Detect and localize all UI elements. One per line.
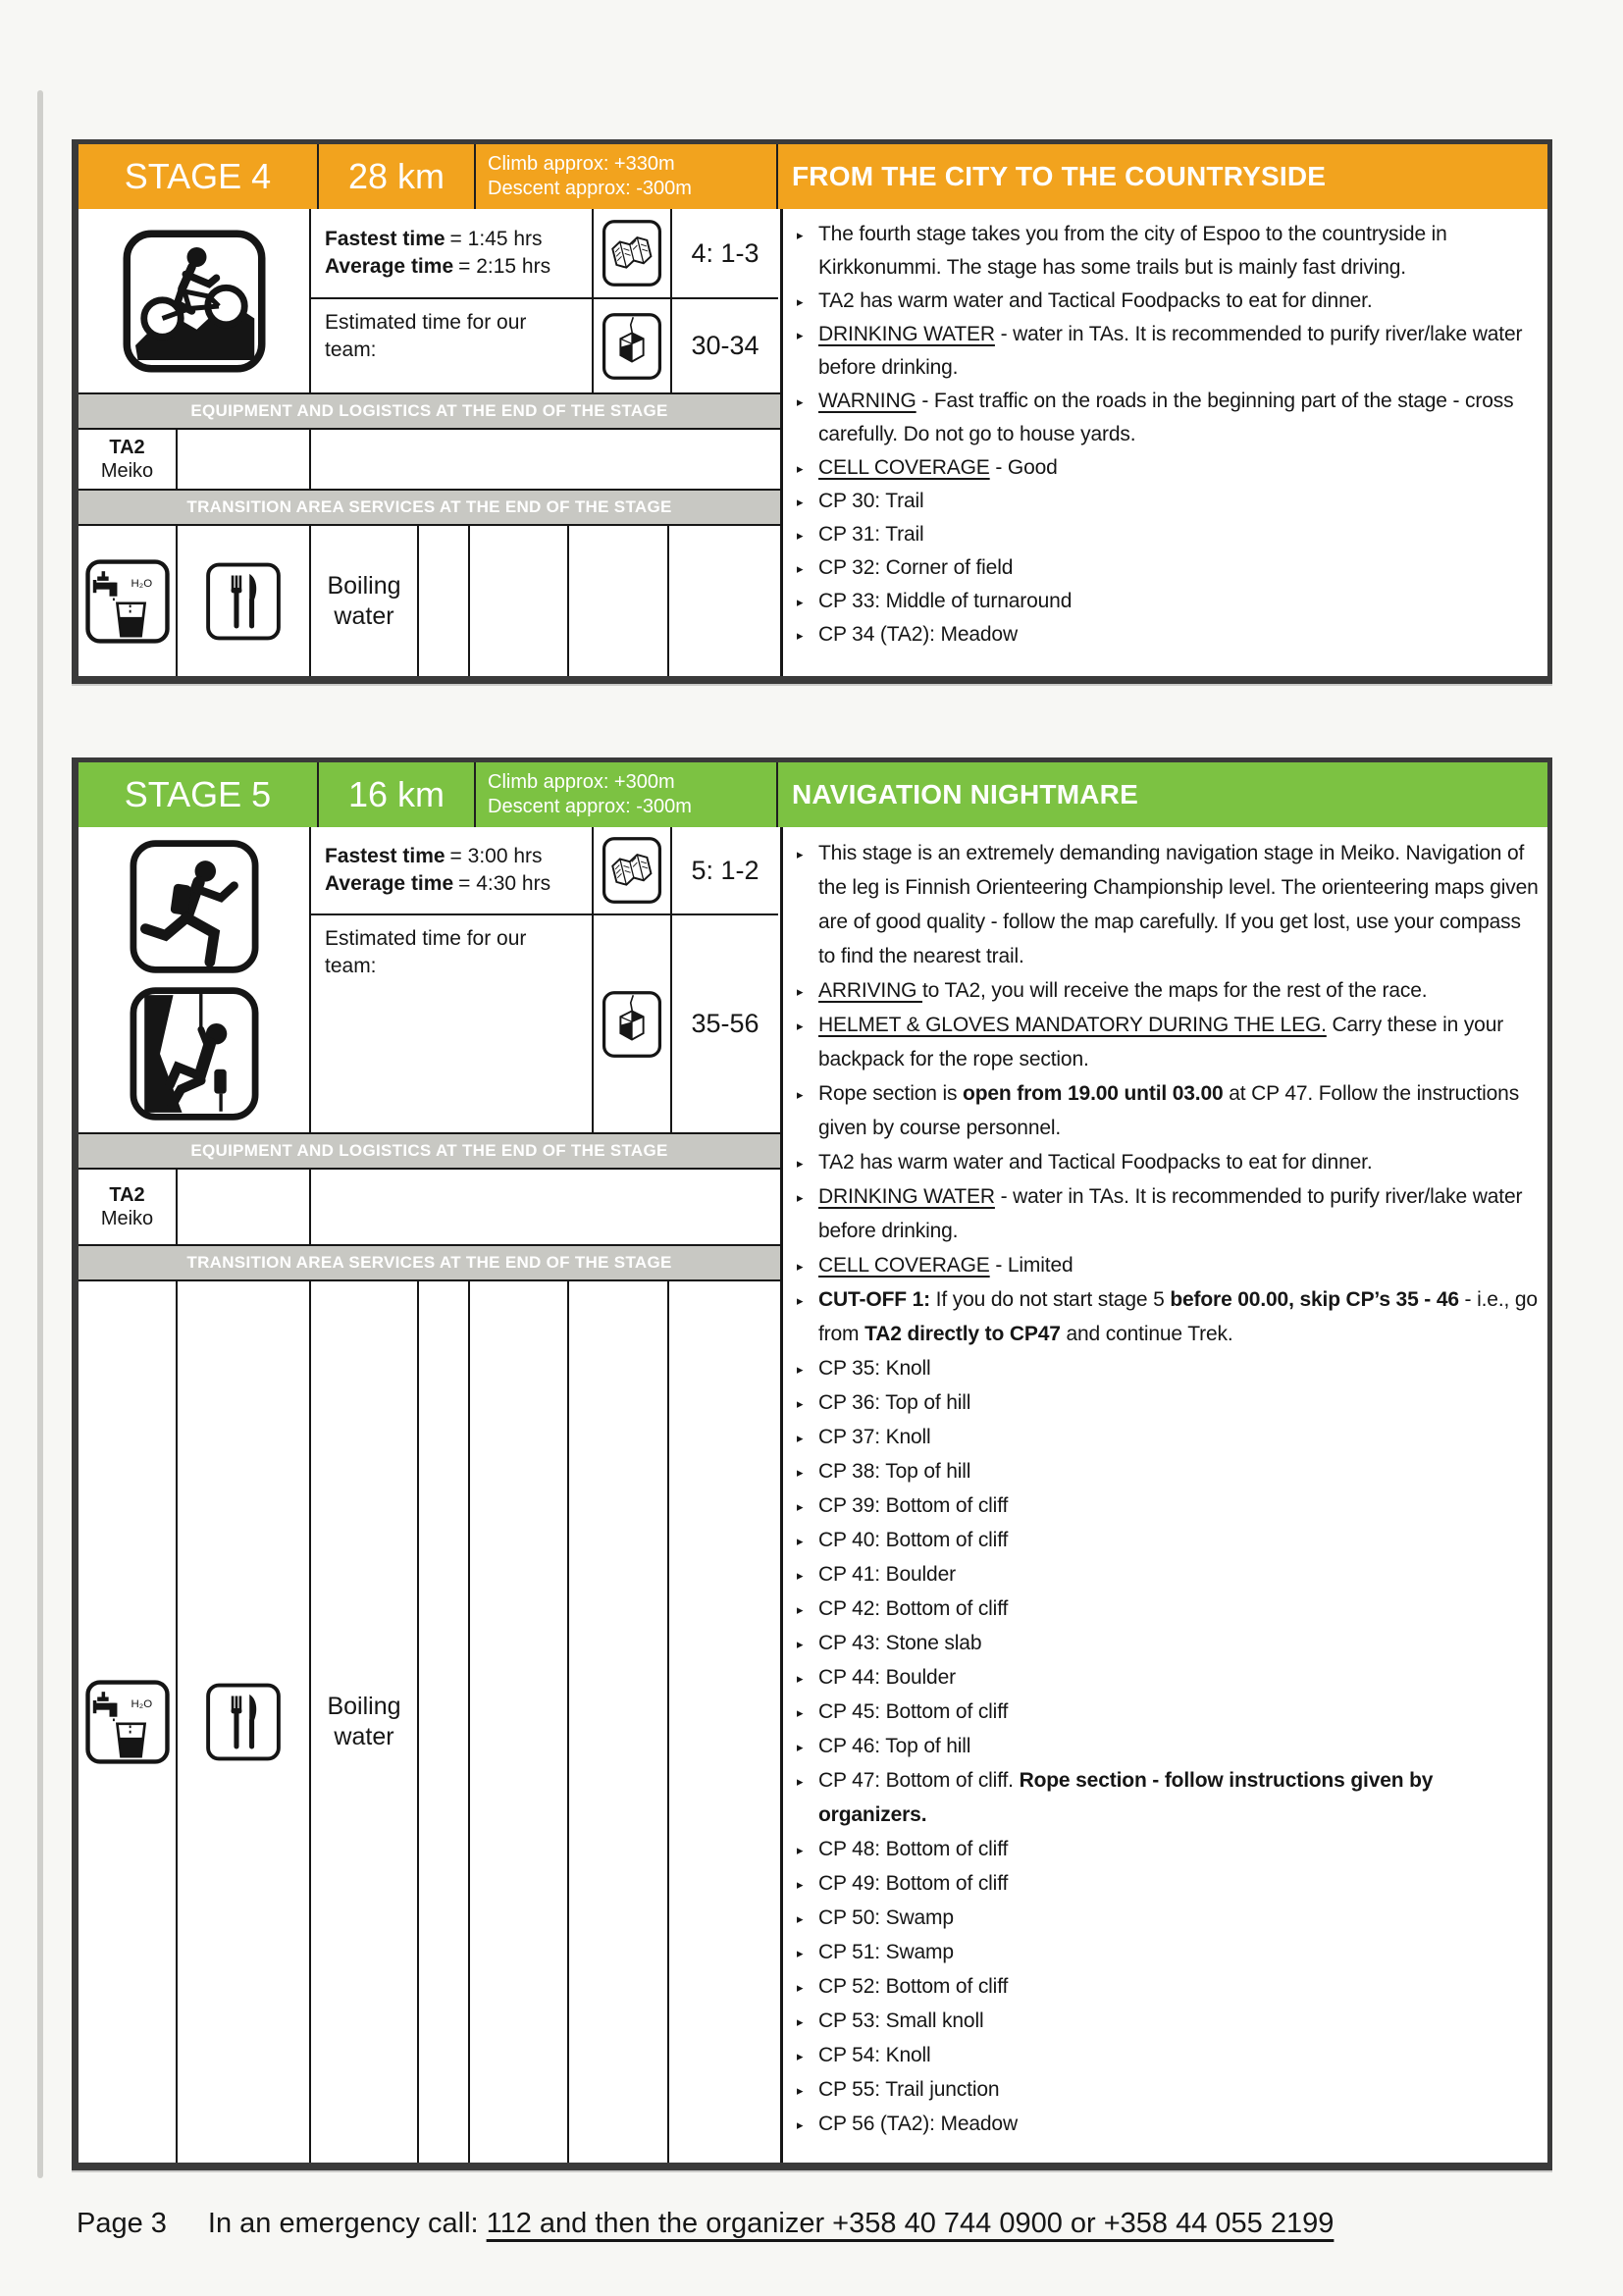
service-empty-cell xyxy=(470,1281,569,2163)
service-empty-cell xyxy=(569,1281,669,2163)
meals-icon xyxy=(205,1681,282,1763)
bullet-item: ▸ CP 30: Trail xyxy=(795,485,1542,518)
bullet-item: ▸ TA2 has warm water and Tactical Foodpacks to eat for dinner. xyxy=(795,1145,1542,1179)
bullet-item: ▸ TA2 has warm water and Tactical Foodpacks to eat for dinner. xyxy=(795,285,1542,318)
bullet-triangle-icon: ▸ xyxy=(797,847,804,861)
bullet-triangle-icon: ▸ xyxy=(797,1465,804,1480)
bullet-triangle-icon: ▸ xyxy=(797,1568,804,1583)
stage5-map-icon-cell xyxy=(594,827,672,915)
bullet-triangle-icon: ▸ xyxy=(797,2083,804,2098)
bullet-triangle-icon: ▸ xyxy=(797,628,804,643)
bullet-item: ▸ CP 41: Boulder xyxy=(795,1557,1542,1592)
stage5-label: STAGE 5 xyxy=(79,762,319,827)
bullet-item: ▸ Rope section is open from 19.00 until 03.00 at CP 47. Follow the instructions given by course personnel. xyxy=(795,1076,1542,1145)
stage5-notes xyxy=(780,827,1547,2163)
fastest-time: Fastest time = 3:00 hrs xyxy=(325,845,543,867)
bullet-item: ▸ CP 55: Trail junction xyxy=(795,2072,1542,2107)
bullet-item: ▸ CP 40: Bottom of cliff xyxy=(795,1523,1542,1557)
stage4-services-row xyxy=(79,526,780,676)
bullet-triangle-icon: ▸ xyxy=(797,1018,804,1033)
bullet-triangle-icon: ▸ xyxy=(797,1946,804,1960)
bullet-item: ▸ CP 56 (TA2): Meadow xyxy=(795,2107,1542,2141)
emergency-text: In an emergency call: xyxy=(207,2208,487,2239)
bullet-triangle-icon: ▸ xyxy=(797,328,804,342)
bullet-item: ▸ CP 38: Top of hill xyxy=(795,1454,1542,1488)
bullet-triangle-icon: ▸ xyxy=(797,1156,804,1171)
map-sheets-icon xyxy=(602,835,662,906)
control-flag-icon xyxy=(602,989,662,1060)
bullet-item: ▸ CP 51: Swamp xyxy=(795,1935,1542,1969)
stage5-times-cell xyxy=(311,827,594,915)
bullet-item: ▸ CP 31: Trail xyxy=(795,518,1542,551)
bullet-triangle-icon: ▸ xyxy=(797,528,804,543)
ta-cell: TA2 Meiko xyxy=(79,1170,178,1244)
service-empty-cell xyxy=(669,1281,780,2163)
bullet-triangle-icon: ▸ xyxy=(797,1396,804,1411)
stage4-label: STAGE 4 xyxy=(79,144,319,209)
bullet-triangle-icon: ▸ xyxy=(797,1877,804,1892)
bullet-item: ▸ CELL COVERAGE - Good xyxy=(795,451,1542,485)
bullet-triangle-icon: ▸ xyxy=(797,1911,804,1926)
service-empty-cell xyxy=(419,1281,470,2163)
boiling-water-cell: Boiling water xyxy=(311,1281,419,2163)
bullet-item: ▸ DRINKING WATER - water in TAs. It is recommended to purify river/lake water before drinking. xyxy=(795,1179,1542,1248)
stage5-climb-descent xyxy=(476,762,778,827)
bullet-item: ▸ CELL COVERAGE - Limited xyxy=(795,1248,1542,1282)
bullet-item: ▸ CP 42: Bottom of cliff xyxy=(795,1592,1542,1626)
page-number: Page 3 xyxy=(77,2208,167,2239)
stage5-estimated-cell: Estimated time for our team: xyxy=(311,915,594,1132)
bullet-triangle-icon: ▸ xyxy=(797,595,804,609)
bullet-triangle-icon: ▸ xyxy=(797,2049,804,2063)
average-time: Average time = 4:30 hrs xyxy=(325,872,551,895)
bullet-item: ▸ The fourth stage takes you from the city of Espoo to the countryside in Kirkkonummi. The stage has some trails but is mainly fast driving. xyxy=(795,218,1542,285)
service-empty-cell xyxy=(669,526,780,676)
h2o-label: H₂O xyxy=(131,1698,152,1711)
equipment-empty-cell-wide xyxy=(311,430,780,489)
bullet-triangle-icon: ▸ xyxy=(797,394,804,409)
equipment-empty-cell xyxy=(178,1170,311,1244)
bullet-triangle-icon: ▸ xyxy=(797,228,804,242)
bullet-triangle-icon: ▸ xyxy=(797,1774,804,1789)
bullet-item: ▸ CP 43: Stone slab xyxy=(795,1626,1542,1660)
h2o-label: H₂O xyxy=(131,577,152,590)
bullet-item: ▸ CP 45: Bottom of cliff xyxy=(795,1695,1542,1729)
stage4-climb-descent xyxy=(476,144,778,209)
bullet-triangle-icon: ▸ xyxy=(797,1740,804,1754)
control-flag-icon xyxy=(602,311,662,382)
descent-value: Descent approx: -300m xyxy=(488,178,692,199)
stage4-flag-icon-cell xyxy=(594,299,672,392)
bullet-item: ▸ CP 48: Bottom of cliff xyxy=(795,1832,1542,1866)
stage5-flag-icon-cell xyxy=(594,915,672,1132)
climb-value: Climb approx: +300m xyxy=(488,771,675,793)
stage5-header xyxy=(79,762,1547,827)
meals-cell xyxy=(178,526,311,676)
stage4-distance: 28 km xyxy=(319,144,476,209)
bullet-triangle-icon: ▸ xyxy=(797,1087,804,1102)
equipment-empty-cell-wide xyxy=(311,1170,780,1244)
stage5-title: NAVIGATION NIGHTMARE xyxy=(792,779,1138,809)
water-point-cell xyxy=(79,526,178,676)
fastest-time: Fastest time = 1:45 hrs xyxy=(325,228,543,250)
bullet-triangle-icon: ▸ xyxy=(797,1671,804,1686)
stage4-times-cell xyxy=(311,209,594,299)
meals-icon xyxy=(205,560,282,643)
average-time: Average time = 2:15 hrs xyxy=(325,255,551,278)
bullet-item: ▸ CP 35: Knoll xyxy=(795,1351,1542,1385)
stage4-header xyxy=(79,144,1547,209)
bullet-item: ▸ CUT-OFF 1: If you do not start stage 5 before 00.00, skip CP’s 35 - 46 - i.e., go from TA2 directly to CP47 and continue Trek. xyxy=(795,1282,1542,1351)
stage4-notes xyxy=(780,209,1547,676)
equipment-bar: EQUIPMENT AND LOGISTICS AT THE END OF THE STAGE xyxy=(79,392,780,430)
bullet-item: ▸ This stage is an extremely demanding navigation stage in Meiko. Navigation of the leg is Finnish Orienteering Championship level. The orienteering maps given are of good quality - follow the map carefully. If you get lost, use your compass to find the nearest trail. xyxy=(795,836,1542,973)
bullet-item: ▸ CP 39: Bottom of cliff xyxy=(795,1488,1542,1523)
bullet-triangle-icon: ▸ xyxy=(797,294,804,309)
stage5-controls-range: 35-56 xyxy=(691,1009,759,1038)
bullet-triangle-icon: ▸ xyxy=(797,561,804,576)
equipment-empty-cell xyxy=(178,430,311,489)
bullet-triangle-icon: ▸ xyxy=(797,1259,804,1274)
bullet-item: ▸ CP 36: Top of hill xyxy=(795,1385,1542,1420)
service-empty-cell xyxy=(569,526,669,676)
water-point-icon xyxy=(84,558,171,645)
page-footer xyxy=(77,2208,1334,2240)
equipment-bar: EQUIPMENT AND LOGISTICS AT THE END OF THE STAGE xyxy=(79,1132,780,1170)
stage4-controls-range: 30-34 xyxy=(691,331,759,360)
bullet-item: ▸ ARRIVING to TA2, you will receive the maps for the rest of the race. xyxy=(795,973,1542,1008)
ta-cell: TA2 Meiko xyxy=(79,430,178,489)
bullet-item: ▸ CP 49: Bottom of cliff xyxy=(795,1866,1542,1901)
bullet-item: ▸ HELMET & GLOVES MANDATORY DURING THE LEG. Carry these in your backpack for the rope section. xyxy=(795,1008,1542,1076)
bullet-item: ▸ CP 53: Small knoll xyxy=(795,2004,1542,2038)
stage4-map-icon-cell xyxy=(594,209,672,299)
stage4-ta-row xyxy=(79,430,780,489)
bullet-triangle-icon: ▸ xyxy=(797,1362,804,1377)
bullet-triangle-icon: ▸ xyxy=(797,2117,804,2132)
bullet-triangle-icon: ▸ xyxy=(797,1843,804,1857)
service-empty-cell xyxy=(419,526,470,676)
stage4-discipline-cell xyxy=(79,209,311,392)
water-point-icon xyxy=(84,1679,171,1765)
water-point-cell xyxy=(79,1281,178,2163)
boiling-water-cell: Boiling water xyxy=(311,526,419,676)
transition-bar: TRANSITION AREA SERVICES AT THE END OF THE STAGE xyxy=(79,489,780,526)
bullet-item: ▸ CP 46: Top of hill xyxy=(795,1729,1542,1763)
rope-abseil-icon xyxy=(128,985,261,1122)
bullet-item: ▸ DRINKING WATER - water in TAs. It is recommended to purify river/lake water before drinking. xyxy=(795,318,1542,385)
meals-cell xyxy=(178,1281,311,2163)
descent-value: Descent approx: -300m xyxy=(488,796,692,817)
climb-value: Climb approx: +330m xyxy=(488,153,675,175)
bullet-triangle-icon: ▸ xyxy=(797,1980,804,1995)
bullet-item: ▸ CP 44: Boulder xyxy=(795,1660,1542,1695)
stage4-table xyxy=(72,139,1552,684)
stage4-map-sheets: 4: 1-3 xyxy=(672,209,778,299)
stage4-title: FROM THE CITY TO THE COUNTRYSIDE xyxy=(792,161,1327,191)
stage5-ta-row xyxy=(79,1170,780,1244)
stage4-estimated-cell: Estimated time for our team: xyxy=(311,299,594,392)
scan-edge-artifact xyxy=(37,90,43,2178)
bullet-triangle-icon: ▸ xyxy=(797,1190,804,1205)
trail-running-icon xyxy=(128,838,261,975)
bullet-triangle-icon: ▸ xyxy=(797,1637,804,1651)
bullet-item: ▸ CP 34 (TA2): Meadow xyxy=(795,618,1542,652)
bullet-triangle-icon: ▸ xyxy=(797,495,804,509)
transition-bar: TRANSITION AREA SERVICES AT THE END OF THE STAGE xyxy=(79,1244,780,1281)
bullet-item: ▸ CP 52: Bottom of cliff xyxy=(795,1969,1542,2004)
bullet-triangle-icon: ▸ xyxy=(797,2014,804,2029)
bullet-item: ▸ CP 50: Swamp xyxy=(795,1901,1542,1935)
stage5-map-sheets: 5: 1-2 xyxy=(672,827,778,915)
stage5-services-row xyxy=(79,1281,780,2163)
bullet-item: ▸ CP 33: Middle of turnaround xyxy=(795,585,1542,618)
service-empty-cell xyxy=(470,526,569,676)
bullet-item: ▸ CP 47: Bottom of cliff. Rope section - follow instructions given by organizers. xyxy=(795,1763,1542,1832)
map-sheets-icon xyxy=(602,218,662,288)
bullet-item: ▸ WARNING - Fast traffic on the roads in the beginning part of the stage - cross carefully. Do not go to house yards. xyxy=(795,385,1542,451)
bullet-item: ▸ CP 37: Knoll xyxy=(795,1420,1542,1454)
bullet-item: ▸ CP 32: Corner of field xyxy=(795,551,1542,585)
bullet-triangle-icon: ▸ xyxy=(797,1293,804,1308)
mountain-bike-icon xyxy=(121,228,268,375)
bullet-triangle-icon: ▸ xyxy=(797,1705,804,1720)
bullet-triangle-icon: ▸ xyxy=(797,461,804,476)
bullet-triangle-icon: ▸ xyxy=(797,984,804,999)
bullet-triangle-icon: ▸ xyxy=(797,1431,804,1445)
emergency-numbers: 112 and then the organizer +358 40 744 0900 or +358 44 055 2199 xyxy=(486,2208,1335,2239)
stage5-table xyxy=(72,757,1552,2170)
bullet-triangle-icon: ▸ xyxy=(797,1499,804,1514)
bullet-triangle-icon: ▸ xyxy=(797,1602,804,1617)
bullet-item: ▸ CP 54: Knoll xyxy=(795,2038,1542,2072)
bullet-triangle-icon: ▸ xyxy=(797,1534,804,1548)
stage5-distance: 16 km xyxy=(319,762,476,827)
stage5-discipline-cell xyxy=(79,827,311,1132)
